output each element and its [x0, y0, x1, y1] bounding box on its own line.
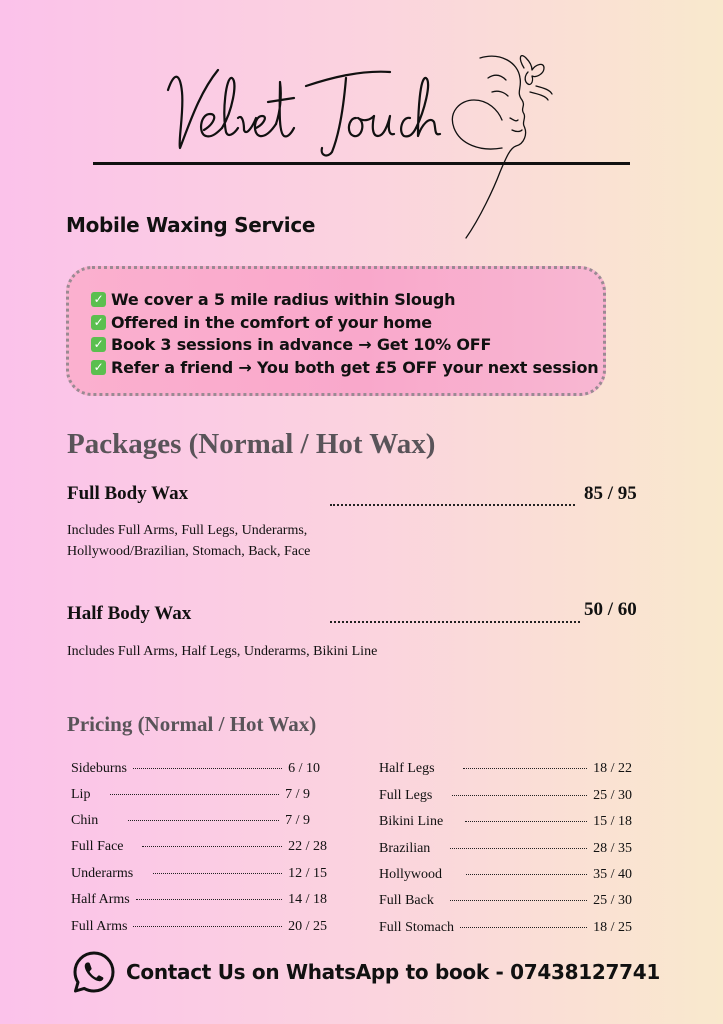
price-row: [71, 866, 327, 886]
feature-item: [91, 333, 603, 356]
service-name: Sideburns: [71, 761, 127, 776]
price-row: [379, 841, 632, 861]
service-name: Brazilian: [379, 841, 431, 856]
price-row: [71, 919, 327, 939]
price-row: [379, 761, 632, 781]
price-row: [71, 761, 320, 781]
service-price: 7 / 9: [285, 787, 310, 802]
service-name: Full Legs: [379, 788, 433, 803]
feature-item: [91, 356, 603, 379]
service-price: 14 / 18: [288, 892, 327, 907]
service-price: 25 / 30: [593, 893, 632, 908]
leader-dots: [452, 795, 587, 796]
service-price: 7 / 9: [285, 813, 310, 828]
leader-dots: [136, 899, 282, 900]
service-name: Full Stomach: [379, 920, 455, 935]
page-subtitle: Mobile Waxing Service: [66, 213, 316, 237]
contact-text: Contact Us on WhatsApp to book - 07438127741: [126, 960, 660, 984]
pricing-heading: Pricing (Normal / Hot Wax): [67, 712, 317, 736]
check-icon: ✓: [91, 292, 106, 307]
whatsapp-icon: [72, 950, 116, 994]
leader-dots: [460, 927, 587, 928]
service-price: 25 / 30: [593, 788, 632, 803]
package-leader-dots: [330, 504, 575, 506]
package-name: Full Body Wax: [67, 483, 189, 504]
check-icon: ✓: [91, 315, 106, 330]
leader-dots: [465, 821, 587, 822]
service-price: 28 / 35: [593, 841, 632, 856]
service-name: Hollywood: [379, 867, 442, 882]
service-name: Chin: [71, 813, 99, 828]
feature-text: Refer a friend → You both get £5 OFF your next session: [111, 357, 599, 377]
price-row: [379, 788, 632, 808]
package-description: Includes Full Arms, Full Legs, Underarms, Hollywood/Brazilian, Stomach, Back, Face: [67, 523, 311, 559]
packages-heading: Packages (Normal / Hot Wax): [67, 428, 436, 460]
service-name: Bikini Line: [379, 814, 444, 829]
feature-text: We cover a 5 mile radius within Slough: [111, 289, 456, 309]
feature-item: [91, 288, 603, 311]
service-price: 18 / 22: [593, 761, 632, 776]
price-row: [379, 893, 632, 913]
contact-line[interactable]: [72, 950, 660, 994]
leader-dots: [128, 820, 279, 821]
logo-underline: [93, 162, 630, 165]
package-leader-dots: [330, 621, 580, 623]
service-price: 35 / 40: [593, 867, 632, 882]
service-name: Full Back: [379, 893, 434, 908]
service-price: 6 / 10: [288, 761, 320, 776]
price-row: [71, 839, 327, 859]
leader-dots: [133, 926, 282, 927]
service-name: Half Arms: [71, 892, 130, 907]
feature-item: [91, 311, 603, 334]
service-name: Lip: [71, 787, 91, 802]
price-row: [379, 814, 632, 834]
leader-dots: [153, 873, 282, 874]
leader-dots: [133, 768, 282, 769]
service-name: Full Arms: [71, 919, 128, 934]
price-row: [71, 787, 310, 807]
package-description: Includes Full Arms, Half Legs, Underarms, Bikini Line: [67, 644, 378, 659]
service-name: Half Legs: [379, 761, 435, 776]
package-price: 85 / 95: [584, 483, 637, 504]
leader-dots: [463, 768, 588, 769]
check-icon: ✓: [91, 360, 106, 375]
service-name: Full Face: [71, 839, 124, 854]
price-row: [379, 920, 632, 940]
leader-dots: [110, 794, 279, 795]
check-icon: ✓: [91, 337, 106, 352]
leader-dots: [450, 900, 587, 901]
package-name: Half Body Wax: [67, 603, 192, 624]
service-price: 18 / 25: [593, 920, 632, 935]
feature-text: Book 3 sessions in advance → Get 10% OFF: [111, 335, 492, 355]
service-price: 20 / 25: [288, 919, 327, 934]
service-name: Underarms: [71, 866, 134, 881]
service-price: 22 / 28: [288, 839, 327, 854]
price-row: [71, 813, 310, 833]
service-price: 15 / 18: [593, 814, 632, 829]
leader-dots: [450, 848, 587, 849]
feature-text: Offered in the comfort of your home: [111, 312, 432, 332]
price-row: [71, 892, 327, 912]
leader-dots: [466, 874, 587, 875]
package-price: 50 / 60: [584, 599, 637, 620]
service-price: 12 / 15: [288, 866, 327, 881]
brand-logo: [160, 52, 460, 162]
leader-dots: [142, 846, 283, 847]
features-box: [66, 266, 606, 396]
face-line-art-icon: [440, 48, 570, 248]
price-row: [379, 867, 632, 887]
